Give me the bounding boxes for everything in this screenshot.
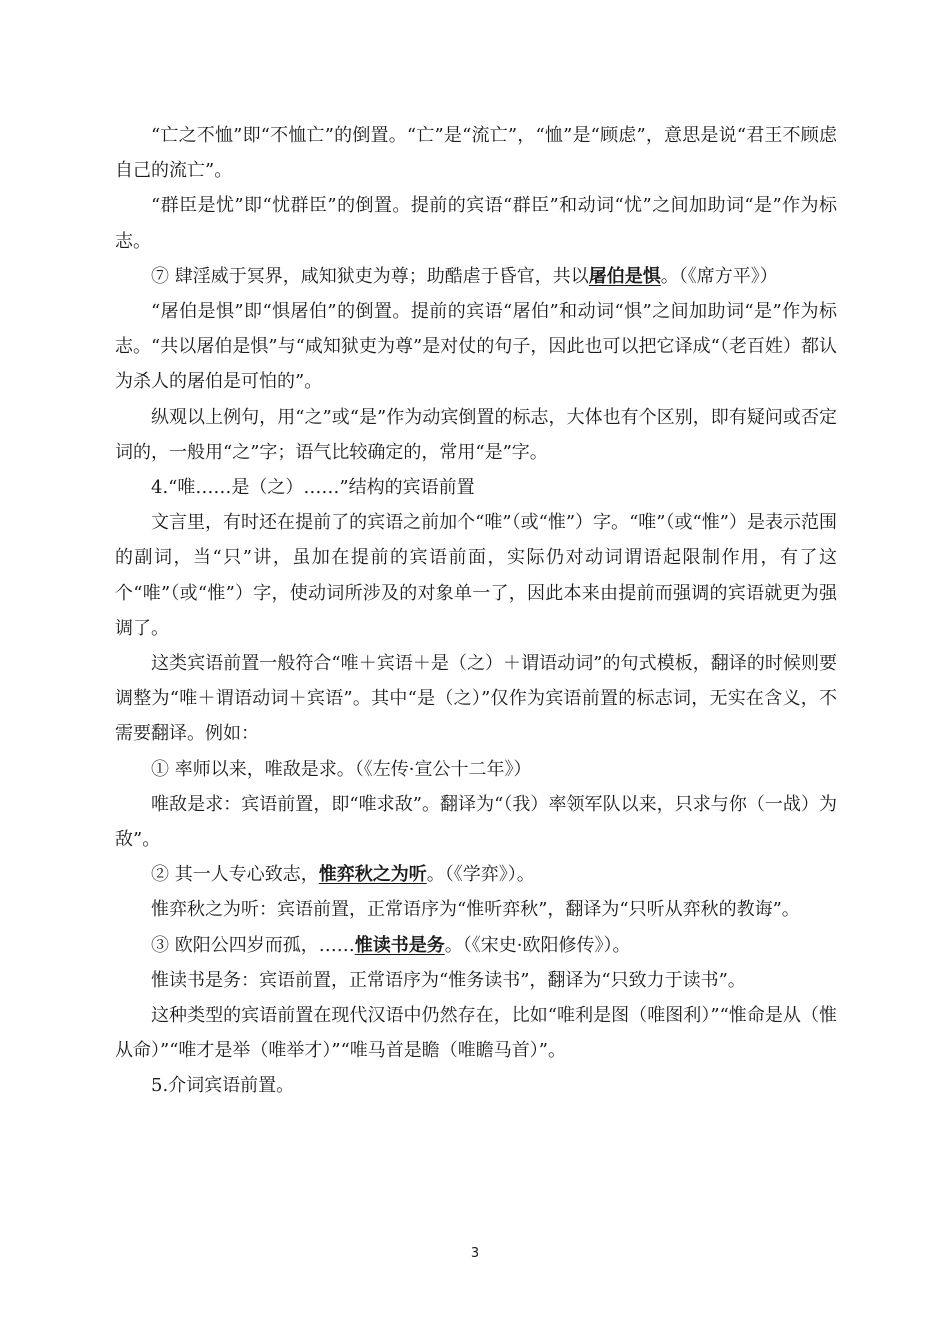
- highlighted-phrase: 屠伯是惧: [588, 265, 661, 287]
- highlighted-phrase: 惟弈秋之为听: [318, 864, 427, 886]
- example-source: 。（《席方平》）: [660, 265, 778, 287]
- example-sentence: [115, 857, 837, 892]
- example-text: ② 其一人专心致志，: [151, 864, 319, 886]
- example-sentence: [115, 928, 837, 963]
- paragraph: 纵观以上例句，用“之”或“是”作为动宾倒置的标志，大体也有个区别，即有疑问或否定词的，一般用“之”字；语气比较确定的，常用“是”字。: [115, 406, 837, 463]
- example-source: 。（《宋史·欧阳修传》）。: [444, 934, 631, 956]
- paragraph: 惟弈秋之为听：宾语前置，正常语序为“惟听弈秋”，翻译为“只听从弈秋的教诲”。: [151, 899, 800, 921]
- page-number: 3: [470, 1246, 480, 1261]
- paragraph: 唯敌是求：宾语前置，即“唯求敌”。翻译为“（我）率领军队以来，只求与你（一战）为敌”。: [115, 793, 837, 851]
- paragraph: “亡之不恤”即“不恤亡”的倒置。“亡”是“流亡”，“恤”是“顾虑”，意思是说“君王不顾虑自己的流亡”。: [115, 125, 837, 182]
- example-text: ⑦ 肆淫威于冥界，咸知狱吏为尊；助酷虐于昏官，共以: [151, 265, 589, 287]
- paragraph: “屠伯是惧”即“惧屠伯”的倒置。提前的宾语“屠伯”和动词“惧”之间加助词“是”作为标志。“共以屠伯是惧”与“咸知狱吏为尊”是对仗的句子，因此也可以把它译成“（老百姓）都认为杀人的屠伯是可怕的”。: [115, 301, 837, 393]
- section-heading: 5.介词宾语前置。: [151, 1075, 295, 1097]
- paragraph: “群臣是忧”即“忧群臣”的倒置。提前的宾语“群臣”和动词“忧”之间加助词“是”作为标志。: [115, 195, 837, 252]
- paragraph: 文言里，有时还在提前了的宾语之前加个“唯”（或“惟”）字。“唯”（或“惟”）是表示范围的副词，当“只”讲，虽加在提前的宾语前面，实际仍对动词谓语起限制作用，有了这个“唯”（或“惟”）字，使动词所涉及的对象单一了，因此本来由提前而强调的宾语就更为强调了。: [115, 512, 837, 639]
- example-sentence: ① 率师以来，唯敌是求。（《左传·宣公十二年》）: [151, 758, 532, 780]
- paragraph: 惟读书是务：宾语前置，正常语序为“惟务读书”，翻译为“只致力于读书”。: [151, 969, 746, 991]
- paragraph: 这类宾语前置一般符合“唯＋宾语＋是（之）＋谓语动词”的句式模板，翻译的时候则要调整为“唯＋谓语动词＋宾语”。其中“是（之）”仅作为宾语前置的标志词，无实在含义，不需要翻译。例如：: [115, 653, 837, 745]
- section-heading: 4.“唯……是（之）……”结构的宾语前置: [151, 477, 475, 499]
- example-text: ③ 欧阳公四岁而孤，……: [151, 934, 355, 956]
- example-sentence: [115, 259, 837, 294]
- example-source: 。（《学弈》）。: [426, 864, 535, 886]
- document-body: [115, 118, 837, 1104]
- highlighted-phrase: 惟读书是务: [354, 934, 445, 956]
- paragraph: 这种类型的宾语前置在现代汉语中仍然存在，比如“唯利是图（唯图利）”“惟命是从（惟从命）”“唯才是举（唯举才）”“唯马首是瞻（唯瞻马首）”。: [115, 1005, 837, 1062]
